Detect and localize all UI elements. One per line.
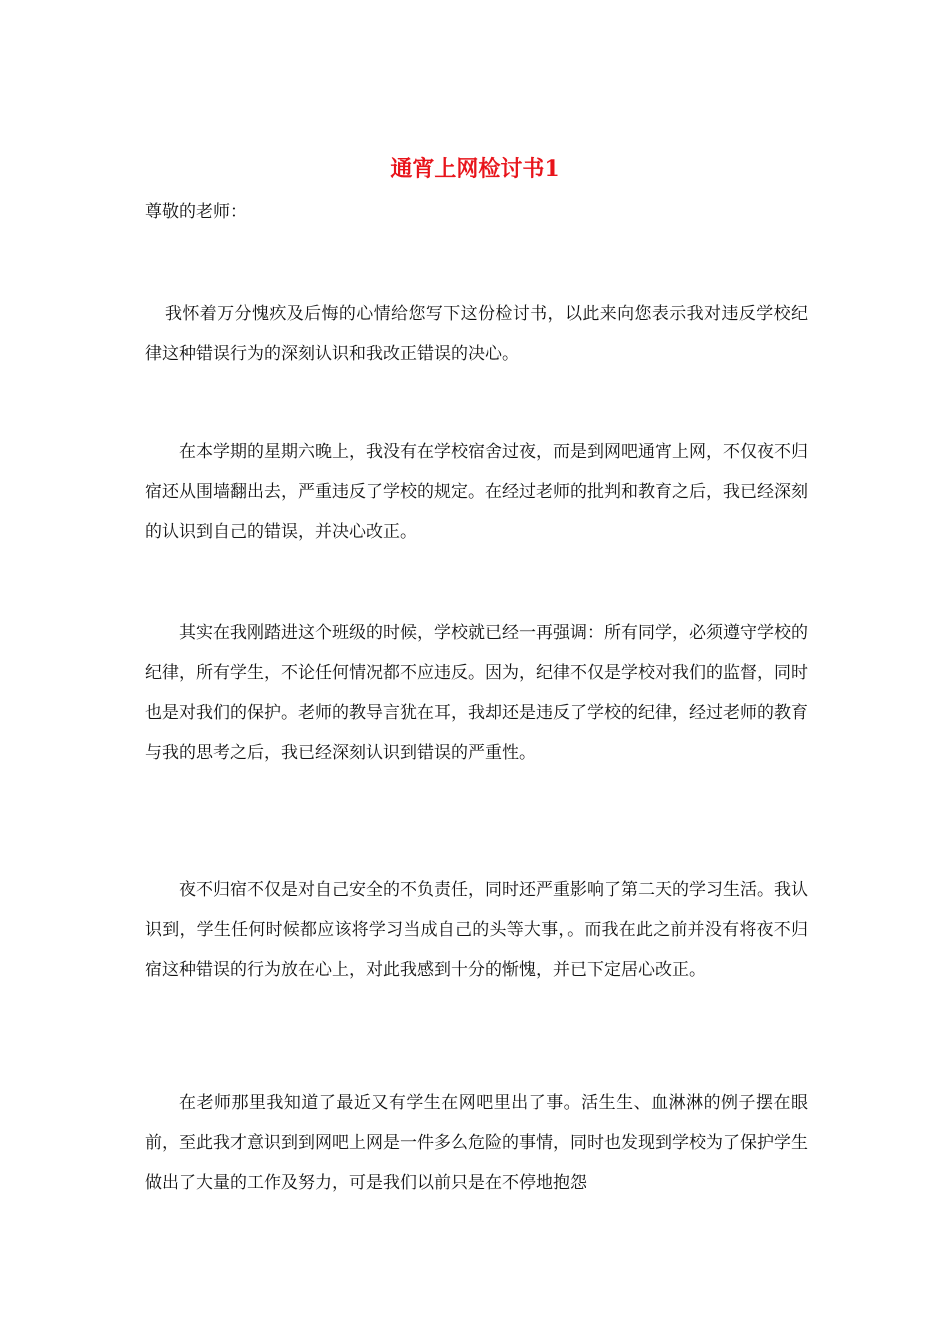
salutation: 尊敬的老师： (145, 202, 247, 222)
paragraph-2: 在本学期的星期六晚上，我没有在学校宿舍过夜，而是到网吧通宵上网，不仅夜不归宿还从围墙翻出去，严重违反了学校的规定。在经过老师的批判和教育之后，我已经深刻的认识到自己的错误，并决心改正。 (145, 442, 808, 542)
paragraph-4: 夜不归宿不仅是对自己安全的不负责任，同时还严重影响了第二天的学习生活。我认识到，学生任何时候都应该将学习当成自己的头等大事，。而我在此之前并没有将夜不归宿这种错误的行为放在心上，对此我感到十分的惭愧，并已下定居心改正。 (145, 880, 808, 980)
document-title: 通宵上网检讨书1 (390, 156, 560, 182)
paragraph-3: 其实在我刚踏进这个班级的时候，学校就已经一再强调：所有同学，必须遵守学校的纪律，所有学生，不论任何情况都不应违反。因为，纪律不仅是学校对我们的监督，同时也是对我们的保护。老师的教导言犹在耳，我却还是违反了学校的纪律，经过老师的教育与我的思考之后，我已经深刻认识到错误的严重性。 (145, 623, 808, 763)
paragraph-5: 在老师那里我知道了最近又有学生在网吧里出了事。活生生、血淋淋的例子摆在眼前，至此我才意识到到网吧上网是一件多么危险的事情，同时也发现到学校为了保护学生做出了大量的工作及努力，可是我们以前只是在不停地抱怨 (145, 1093, 808, 1193)
paragraph-1: 我怀着万分愧疚及后悔的心情给您写下这份检讨书，以此来向您表示我对违反学校纪律这种错误行为的深刻认识和我改正错误的决心。 (145, 304, 808, 364)
